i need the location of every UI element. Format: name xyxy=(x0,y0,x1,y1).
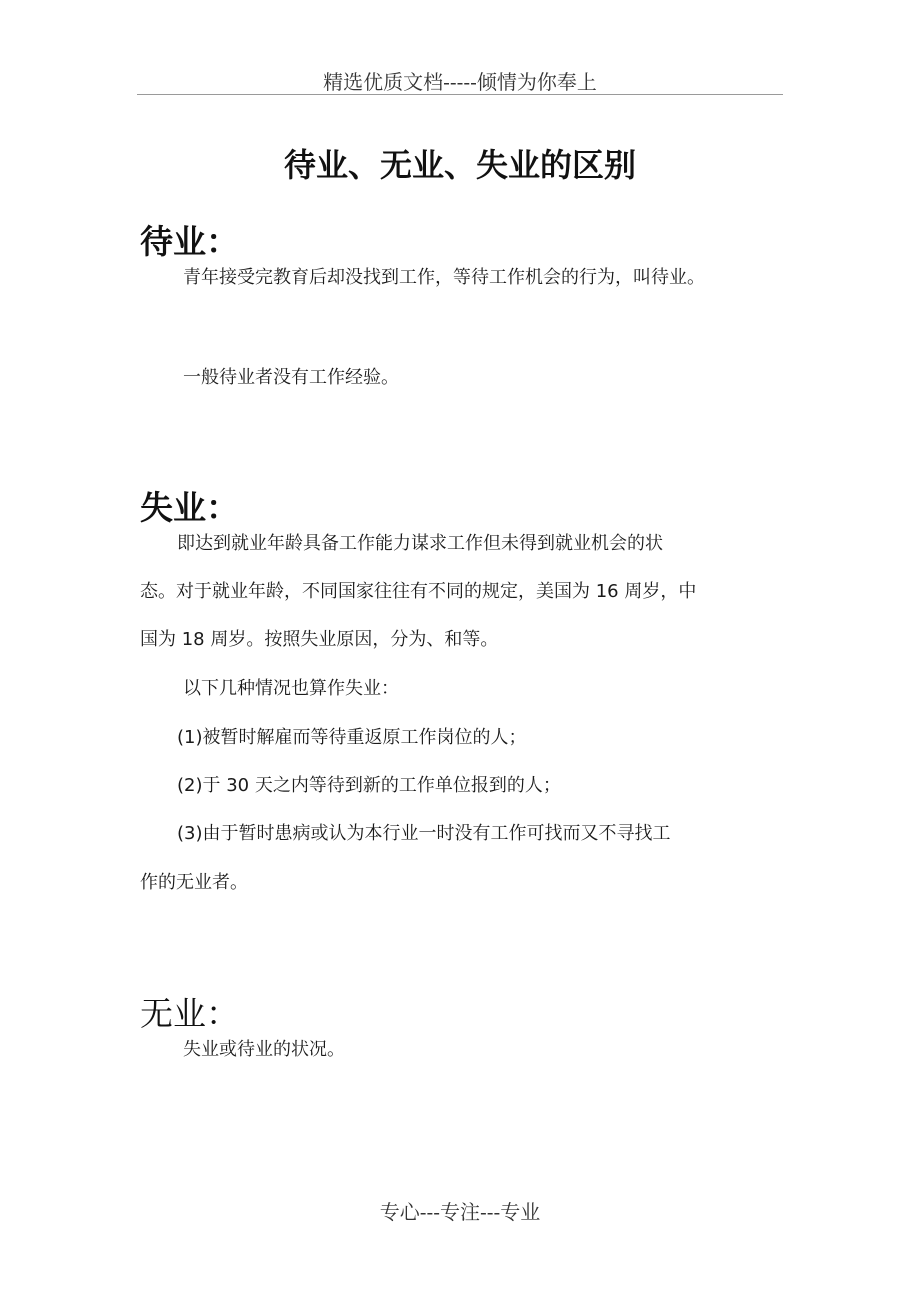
page-footer: 专心---专注---专业 xyxy=(379,1200,541,1224)
list-item-shiye-3-continued: 作的无业者。 xyxy=(140,872,248,893)
document-title: 待业、无业、失业的区别 xyxy=(283,146,636,184)
section-heading-wuye: 无业： xyxy=(140,994,239,1033)
list-item-shiye-1: (1)被暂时解雇而等待重返原工作岗位的人； xyxy=(177,727,527,748)
section-heading-shiye: 失业： xyxy=(140,488,239,527)
section-heading-daiye: 待业： xyxy=(140,222,239,261)
paragraph-daiye-definition: 青年接受完教育后却没找到工作，等待工作机会的行为，叫待业。 xyxy=(183,267,705,288)
paragraph-shiye-list-intro: 以下几种情况也算作失业： xyxy=(183,678,399,699)
paragraph-shiye-line-3: 国为 18 周岁。按照失业原因，分为、和等。 xyxy=(140,629,499,650)
page-header xyxy=(137,60,783,95)
paragraph-shiye-line-1: 即达到就业年龄具备工作能力谋求工作但未得到就业机会的状 xyxy=(177,533,663,554)
paragraph-wuye-definition: 失业或待业的状况。 xyxy=(183,1039,345,1060)
list-item-shiye-3: (3)由于暂时患病或认为本行业一时没有工作可找而又不寻找工 xyxy=(177,823,671,844)
header-text: 精选优质文档-----倾情为你奉上 xyxy=(323,70,597,94)
paragraph-shiye-line-2: 态。对于就业年龄，不同国家往往有不同的规定，美国为 16 周岁，中 xyxy=(140,581,697,602)
list-item-shiye-2: (2)于 30 天之内等待到新的工作单位报到的人； xyxy=(177,775,561,796)
paragraph-daiye-experience: 一般待业者没有工作经验。 xyxy=(183,367,399,388)
